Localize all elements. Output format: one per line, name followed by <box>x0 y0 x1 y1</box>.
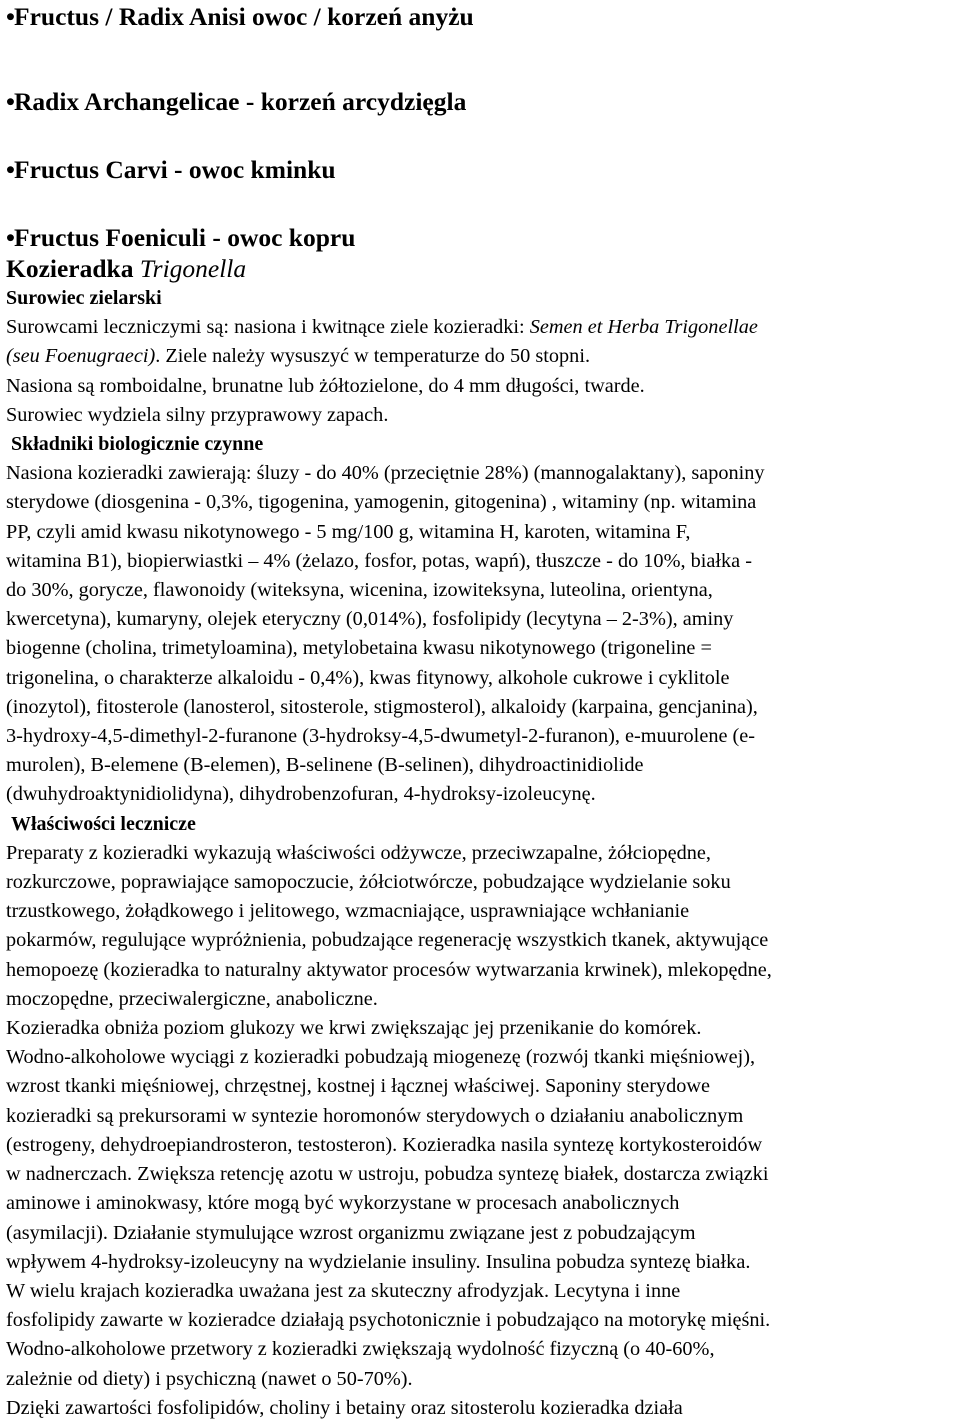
raw-material-heading: Surowiec zielarski <box>6 287 162 309</box>
bullet-item-anise <box>6 2 956 32</box>
line-text: Surowcami leczniczymi są: nasiona i kwitnące ziele kozieradki: <box>6 316 530 339</box>
section-title <box>6 253 956 284</box>
paragraph-line: do 30%, gorycze, flawonoidy (witeksyna, wicenina, izowiteksyna, luteolina, orientyna, <box>6 579 713 602</box>
paragraph-line: kozieradki są prekursorami w syntezie horomonów sterydowych o działaniu anabolicznym <box>6 1104 744 1127</box>
paragraph-line: Wodno-alkoholowe wyciągi z kozieradki pobudzają miogenezę (rozwój tkanki mięśniowej), <box>6 1046 756 1069</box>
paragraph-line: Nasiona kozieradki zawierają: śluzy - do 40% (przeciętnie 28%) (mannogalaktany), saponiny <box>6 462 765 485</box>
bullet-text: Radix Archangelicae - korzeń arcydzięgla <box>14 87 467 116</box>
paragraph-line: biogenne (cholina, trimetyloamina), metylobetaina kwasu nikotynowego (trigoneline = <box>6 637 712 660</box>
section-title-name: Kozieradka <box>6 254 134 283</box>
paragraph-line: PP, czyli amid kwasu nikotynowego - 5 mg/100 g, witamina H, karoten, witamina F, <box>6 520 691 543</box>
paragraph-line: trigonelina, o charakterze alkaloidu - 0,4%), kwas fitynowy, alkohole cukrowe i cyklitole <box>6 666 730 689</box>
paragraph-line: sterydowe (diosgenina - 0,3%, tigogenina, yamogenin, gitogenina) , witaminy (np. witamina <box>6 491 757 514</box>
properties-paragraph <box>6 839 956 1423</box>
paragraph-line: Surowiec wydziela silny przyprawowy zapach. <box>6 403 389 426</box>
bullet-item-fennel <box>6 223 956 253</box>
paragraph-line: (inozytol), fitosterole (lanosterol, sitosterole, stigmosterol), alkaloidy (karpaina, gencjanina), <box>6 695 758 718</box>
section-title-latin: Trigonella <box>139 254 247 283</box>
paragraph-line: Wodno-alkoholowe przetwory z kozieradki zwiększają wydolność fizyczną (o 40-60%, <box>6 1338 715 1361</box>
paragraph-line: zależnie od diety) i psychiczną (nawet o 50-70%). <box>6 1367 413 1390</box>
bullet-icon: • <box>6 2 15 31</box>
bullet-icon: • <box>6 223 15 252</box>
bullet-text: Fructus Carvi - owoc kminku <box>14 155 336 184</box>
document-page <box>6 0 956 1423</box>
paragraph-line: trzustkowego, żołądkowego i jelitowego, wzmacniające, usprawniające wchłanianie <box>6 900 690 923</box>
properties-heading: Właściwości lecznicze <box>11 812 196 835</box>
bullet-text: Fructus Foeniculi - owoc kopru <box>14 223 356 252</box>
bullet-icon: • <box>6 155 15 184</box>
bullet-text: Fructus / Radix Anisi owoc / korzeń anyżu <box>14 2 474 31</box>
paragraph-line: (estrogeny, dehydroepiandrosteron, testosteron). Kozieradka nasila syntezę kortykosteroidów <box>6 1133 763 1156</box>
active-ingredients-heading: Składniki biologicznie czynne <box>11 433 264 456</box>
paragraph-line: rozkurczowe, poprawiające samopoczucie, żółciotwórcze, pobudzające wydzielanie soku <box>6 871 731 894</box>
latin-name: (seu Foenugraeci) <box>6 345 156 368</box>
paragraph-line: hemopoezę (kozieradka to naturalny aktywator procesów wytwarzania krwinek), mlekopędne, <box>6 958 772 981</box>
bullet-icon: • <box>6 87 15 116</box>
raw-material-paragraph <box>6 313 956 430</box>
paragraph-line: (dwuhydroaktynidiolidyna), dihydrobenzofuran, 4-hydroksy-izoleucynę. <box>6 783 596 806</box>
paragraph-line: moczopędne, przeciwalergiczne, anaboliczne. <box>6 987 378 1010</box>
paragraph-line: Preparaty z kozieradki wykazują właściwości odżywcze, przeciwzapalne, żółciopędne, <box>6 841 712 864</box>
active-ingredients-paragraph <box>6 459 956 809</box>
paragraph-line: w nadnerczach. Zwiększa retencję azotu w ustroju, pobudza syntezę białek, dostarcza związki <box>6 1163 769 1186</box>
paragraph-line: kwercetyna), kumaryny, olejek eteryczny (0,014%), fosfolipidy (lecytyna – 2-3%), aminy <box>6 608 734 631</box>
paragraph-line: 3-hydroxy-4,5-dimethyl-2-furanone (3-hydroksy-4,5-dwumetyl-2-furanon), e-muurolene (e- <box>6 725 756 748</box>
paragraph-line: (asymilacji). Działanie stymulujące wzrost organizmu związane jest z pobudzającym <box>6 1221 696 1244</box>
paragraph-line <box>6 342 956 371</box>
paragraph-line: fosfolipidy zawarte w kozieradce działają psychotonicznie i pobudzająco na motorykę mięśni. <box>6 1309 771 1332</box>
paragraph-line: Dzięki zawartości fosfolipidów, choliny i betainy oraz sitosterolu kozieradka działa <box>6 1396 683 1419</box>
paragraph-line: murolen), B-elemene (B-elemen), B-selinene (B-selinen), dihydroactinidiolide <box>6 754 644 777</box>
paragraph-line: wzrost tkanki mięśniowej, chrzęstnej, kostnej i łącznej właściwej. Saponiny sterydowe <box>6 1075 711 1098</box>
paragraph-line: W wielu krajach kozieradka uważana jest za skuteczny afrodyzjak. Lecytyna i inne <box>6 1279 681 1302</box>
paragraph-line: wpływem 4-hydroksy-izoleucyny na wydzielanie insuliny. Insulina pobudza syntezę białka. <box>6 1250 751 1273</box>
paragraph-line: witamina B1), biopierwiastki – 4% (żelazo, fosfor, potas, wapń), tłuszcze - do 10%, białka - <box>6 549 752 572</box>
paragraph-line: aminowe i aminokwasy, które mogą być wykorzystane w procesach anabolicznych <box>6 1192 680 1215</box>
paragraph-line: Kozieradka obniża poziom glukozy we krwi zwiększając jej przenikanie do komórek. <box>6 1017 702 1040</box>
paragraph-line: pokarmów, regulujące wypróżnienia, pobudzające regenerację wszystkich tkanek, aktywujące <box>6 929 769 952</box>
bullet-item-archangelica <box>6 87 956 117</box>
paragraph-line <box>6 313 956 342</box>
latin-name: Semen et Herba Trigonellae <box>529 316 758 339</box>
paragraph-line: Nasiona są romboidalne, brunatne lub żółtozielone, do 4 mm długości, twarde. <box>6 374 645 397</box>
line-text: . Ziele należy wysuszyć w temperaturze do 50 stopni. <box>155 345 591 368</box>
bullet-item-caraway <box>6 155 956 185</box>
